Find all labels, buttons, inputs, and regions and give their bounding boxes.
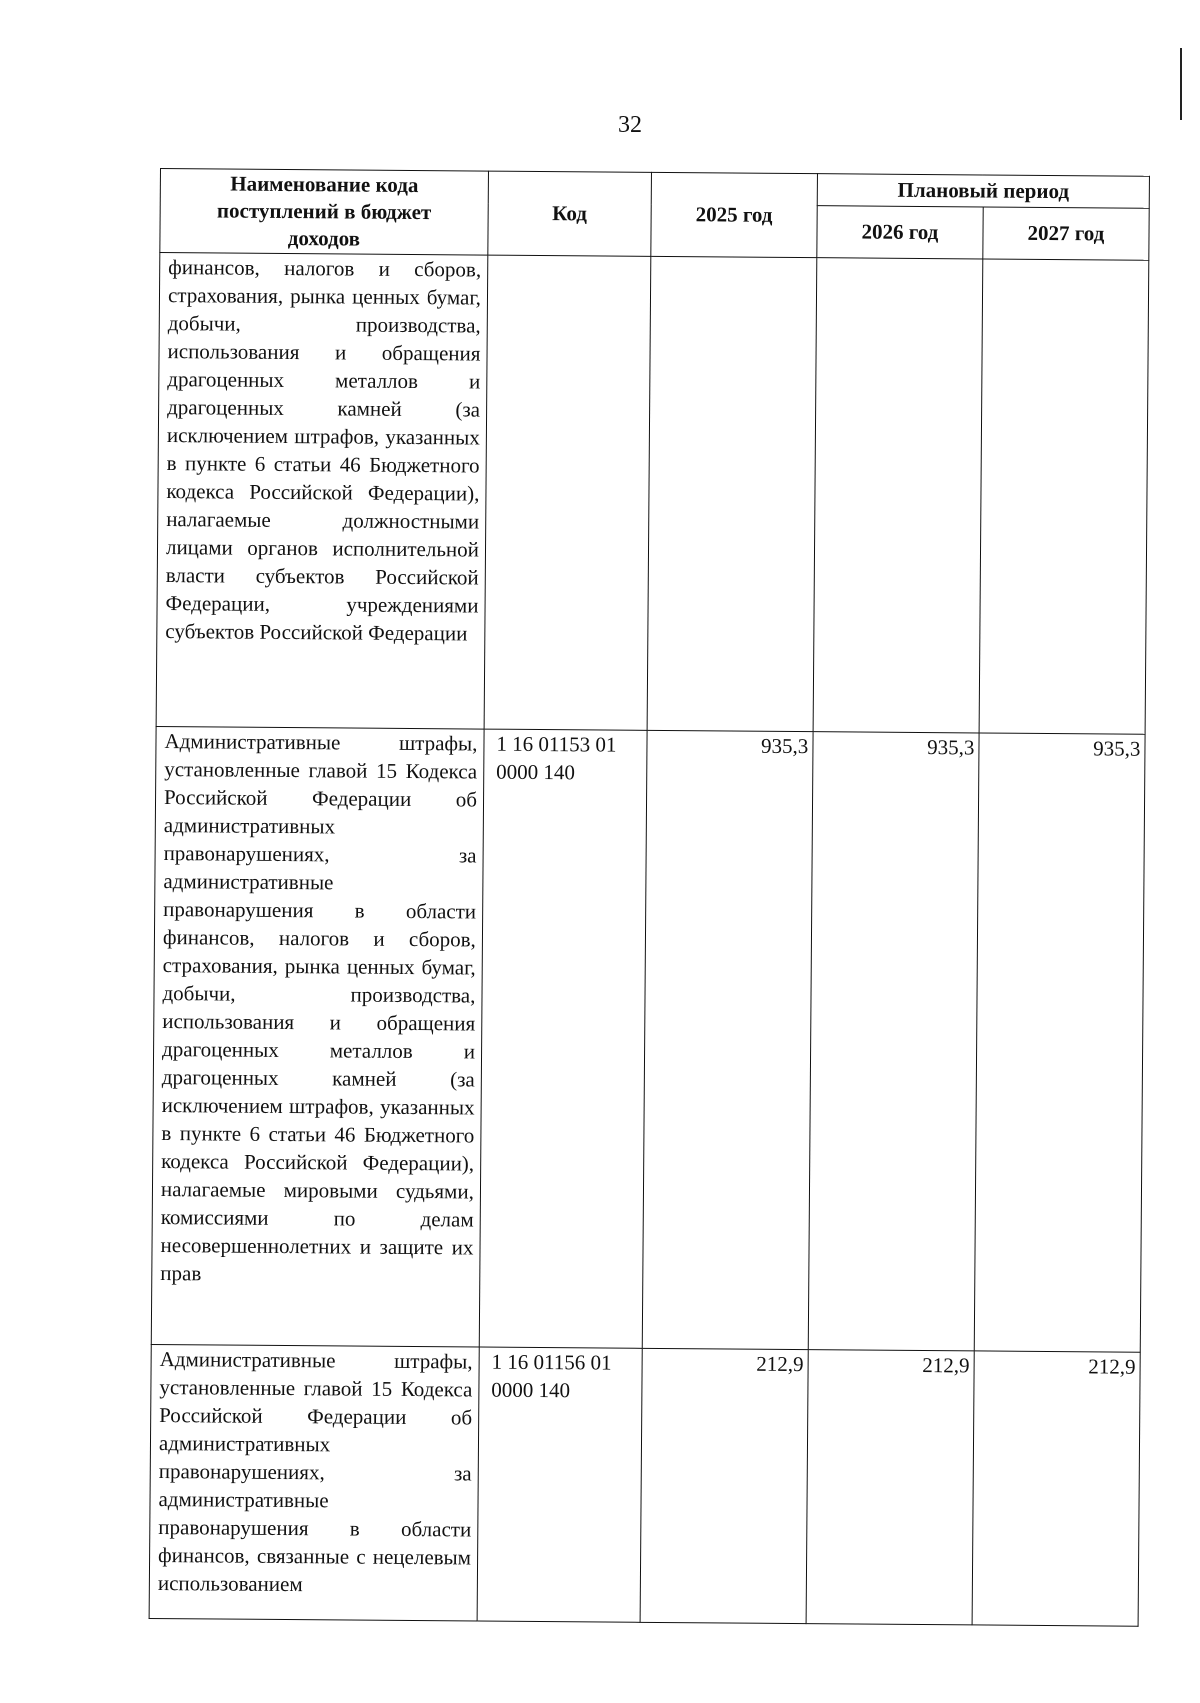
row-value-2025: 212,9 <box>640 1348 808 1623</box>
header-year-2027: 2027 год <box>983 207 1149 260</box>
row-name: Административные штрафы, установленные главой 15 Кодекса Российской Федерации об административных правонарушениях, за административные правонарушения в области финансов, связанные с нецелевым использованием <box>149 1344 479 1621</box>
header-name: Наименование кода поступлений в бюджет доходов <box>160 169 489 256</box>
page-number: 32 <box>618 112 642 138</box>
revenue-table <box>149 168 1150 1627</box>
header-year-2026: 2026 год <box>817 206 983 259</box>
row-value-2026 <box>813 258 983 733</box>
header-code: Код <box>488 171 652 256</box>
row-value-2025: 935,3 <box>642 730 813 1349</box>
row-value-2027: 212,9 <box>972 1351 1140 1626</box>
row-code: 1 16 01153 01 0000 140 <box>479 729 647 1348</box>
header-year-2025: 2025 год <box>651 172 818 257</box>
table-row <box>149 1344 1140 1626</box>
row-value-2025 <box>647 256 817 731</box>
row-name: финансов, налогов и сборов, страхования, рынка ценных бумаг, добычи, производства, использования и обращения драгоценных металлов и драгоценных камней (за исключением штрафов, указанных в пункте 6 статьи 46 Бюджетного кодекса Российской Федерации), налагаемые должностными лицами органов исполнительной власти субъектов Российской Федерации, учреждениями субъектов Российской Федерации <box>156 253 488 730</box>
table-row <box>156 253 1149 735</box>
row-code: 1 16 01156 01 0000 140 <box>477 1347 642 1622</box>
row-value-2026: 935,3 <box>808 732 979 1351</box>
row-value-2026: 212,9 <box>806 1350 974 1625</box>
row-name: Административные штрафы, установленные главой 15 Кодекса Российской Федерации об административных правонарушениях, за административные правонарушения в области финансов, налогов и сборов, страхования, рынка ценных бумаг, добычи, производства, использования и обращения драгоценных металлов и драгоценных камней (за исключением штрафов, указанных в пункте 6 статьи 46 Бюджетного кодекса Российской Федерации), налагаемые мировыми судьями, комиссиями по делам несовершеннолетних и защите их прав <box>151 726 484 1347</box>
scan-edge-mark <box>1180 48 1182 120</box>
row-value-2027 <box>979 259 1149 734</box>
table-row <box>151 726 1145 1352</box>
row-value-2027: 935,3 <box>974 733 1145 1352</box>
header-planned-period: Плановый период <box>817 174 1149 209</box>
row-code <box>484 255 651 730</box>
